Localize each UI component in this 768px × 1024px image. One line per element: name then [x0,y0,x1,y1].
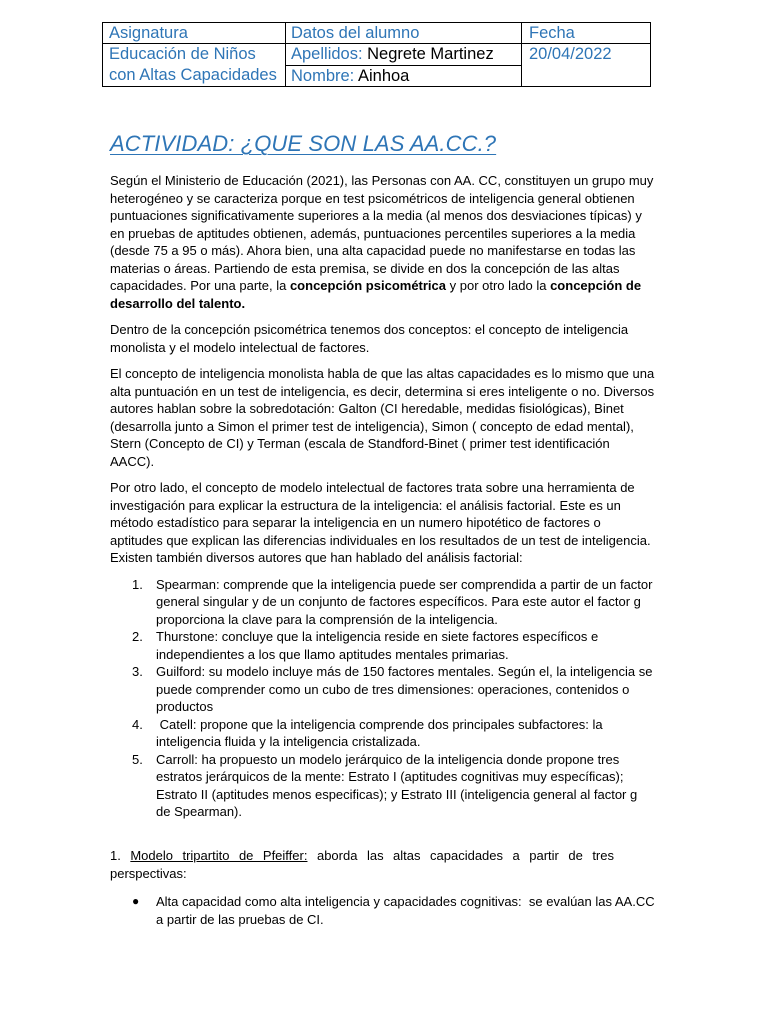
surname-value: Negrete Martinez [367,45,494,63]
list-item-text: Carroll: ha propuesto un modelo jerárquico de la inteligencia donde propone tres estratos jerárquicos de la mente: Estrato I (aptitudes cognitivas muy específicas); Estrato II (aptitudes menos especificas); y Estrato III (inteligencia general al factor g de Spearman). [156,751,638,819]
student-info-table [102,22,651,87]
paragraph-intro [110,172,655,312]
name-row [291,66,409,87]
section-text: aborda las altas capacidades a partir de tres perspectivas: [110,848,614,881]
list-item [110,716,655,751]
paragraph-factores: Por otro lado, el concepto de modelo intelectual de factores trata sobre una herramienta de investigación para explicar la estructura de la inteligencia: el análisis factorial. Este es un método estadístico para separar la inteligencia en un numero hipotético de factores o aptitudes que explican las diferencias individuales en los resultados de un test de inteligencia. Existen también diversos autores que han hablado del análisis factorial: [110,480,651,565]
list-number: 3. [132,664,143,679]
section-number: 1. [110,848,121,863]
subject-line-1: Educación de Niños [109,45,256,63]
list-item-text: Thurstone: concluye que la inteligencia reside en siete factores específicos e independientes a los que llamo aptitudes mentales primarias. [156,629,599,662]
table-divider [285,23,286,86]
section-pfeiffer [110,847,614,882]
name-label: Nombre: [291,67,355,85]
factor-authors-list [110,576,655,821]
list-number: 5. [132,751,143,767]
table-divider [521,23,522,86]
document-body [110,172,655,821]
header-subject: Asignatura [109,24,188,42]
subject-line-2: con Altas Capacidades [109,66,277,84]
bold-term-psicometrica: concepción psicométrica [289,278,447,293]
list-item [110,751,655,821]
date-value: 20/04/2022 [529,45,612,63]
list-number: 2. [132,629,143,644]
paragraph-psicometrica: Dentro de la concepción psicométrica tenemos dos conceptos: el concepto de inteligencia monolista y el modelo intelectual de factores. [110,322,629,355]
list-number: 4. [132,716,143,732]
paragraph-text: Según el Ministerio de Educación (2021), las Personas con AA. CC, constituyen un grupo muy heterogéneo y se caracteriza porque en test psicométricos de inteligencia general obtienen puntuaciones significativamente superiores a la media (al menos dos desviaciones típicas) y en pruebas de aptitudes obtienen, además, puntuaciones percentiles superiores a la media (desde 75 a 95 o más). Ahora bien, una alta capacidad puede no manifestarse en todas las materias o áreas. Partiendo de esta premisa, se divide en dos la concepción de las altas capacidades. Por una parte, la [110,173,654,293]
surname-row [291,44,494,65]
bullet-text: Alta capacidad como alta inteligencia y capacidades cognitivas: se evalúan las AA.CC a partir de las pruebas de CI. [156,894,659,927]
header-date: Fecha [529,24,575,42]
section-title: Modelo tripartito de Pfeiffer: [130,848,308,863]
list-item-text: Guilford: su modelo incluye más de 150 factores mentales. Según el, la inteligencia se puede comprender como un cubo de tres dimensiones: operaciones, contenidos o productos [156,664,653,714]
list-item [110,576,655,629]
bold-term-talento: concepción de desarrollo del talento [110,278,642,311]
list-item [110,663,655,716]
list-number: 1. [132,576,143,592]
bullet-list [110,893,659,928]
activity-title: ACTIVIDAD: ¿QUE SON LAS AA.CC.? [110,131,497,156]
list-item-text: Catell: propone que la inteligencia comprende dos principales subfactores: la inteligencia fluida y la inteligencia cristalizada. [156,716,607,749]
name-value: Ainhoa [357,67,410,85]
paragraph-monolista: El concepto de inteligencia monolista habla de que las altas capacidades es lo mismo que una alta puntuación en un test de inteligencia, es decir, determina si eres inteligente o no. Diversos autores hablan sobre la sobredotación: Galton (CI heredable, medidas fisiológicas), Binet (desarrolla junto a Simon el primer test de inteligencia), Simon ( concepto de edad mental), Stern (Concepto de CI) y Terman (escala de Standford-Binet ( primer test identificación AACC). [110,366,655,469]
bullet-icon: ● [132,894,140,908]
surname-label: Apellidos: [291,45,363,63]
list-item [110,628,655,663]
paragraph-text: y por otro lado la [446,278,551,293]
paragraph-text: . [241,295,246,311]
header-student-data: Datos del alumno [291,24,420,42]
list-item-text: Spearman: comprende que la inteligencia puede ser comprendida a partir de un factor general singular y de un conjunto de factores específicos. Para este autor el factor g proporciona la clave para la comprensión de la inteligencia. [156,576,653,627]
